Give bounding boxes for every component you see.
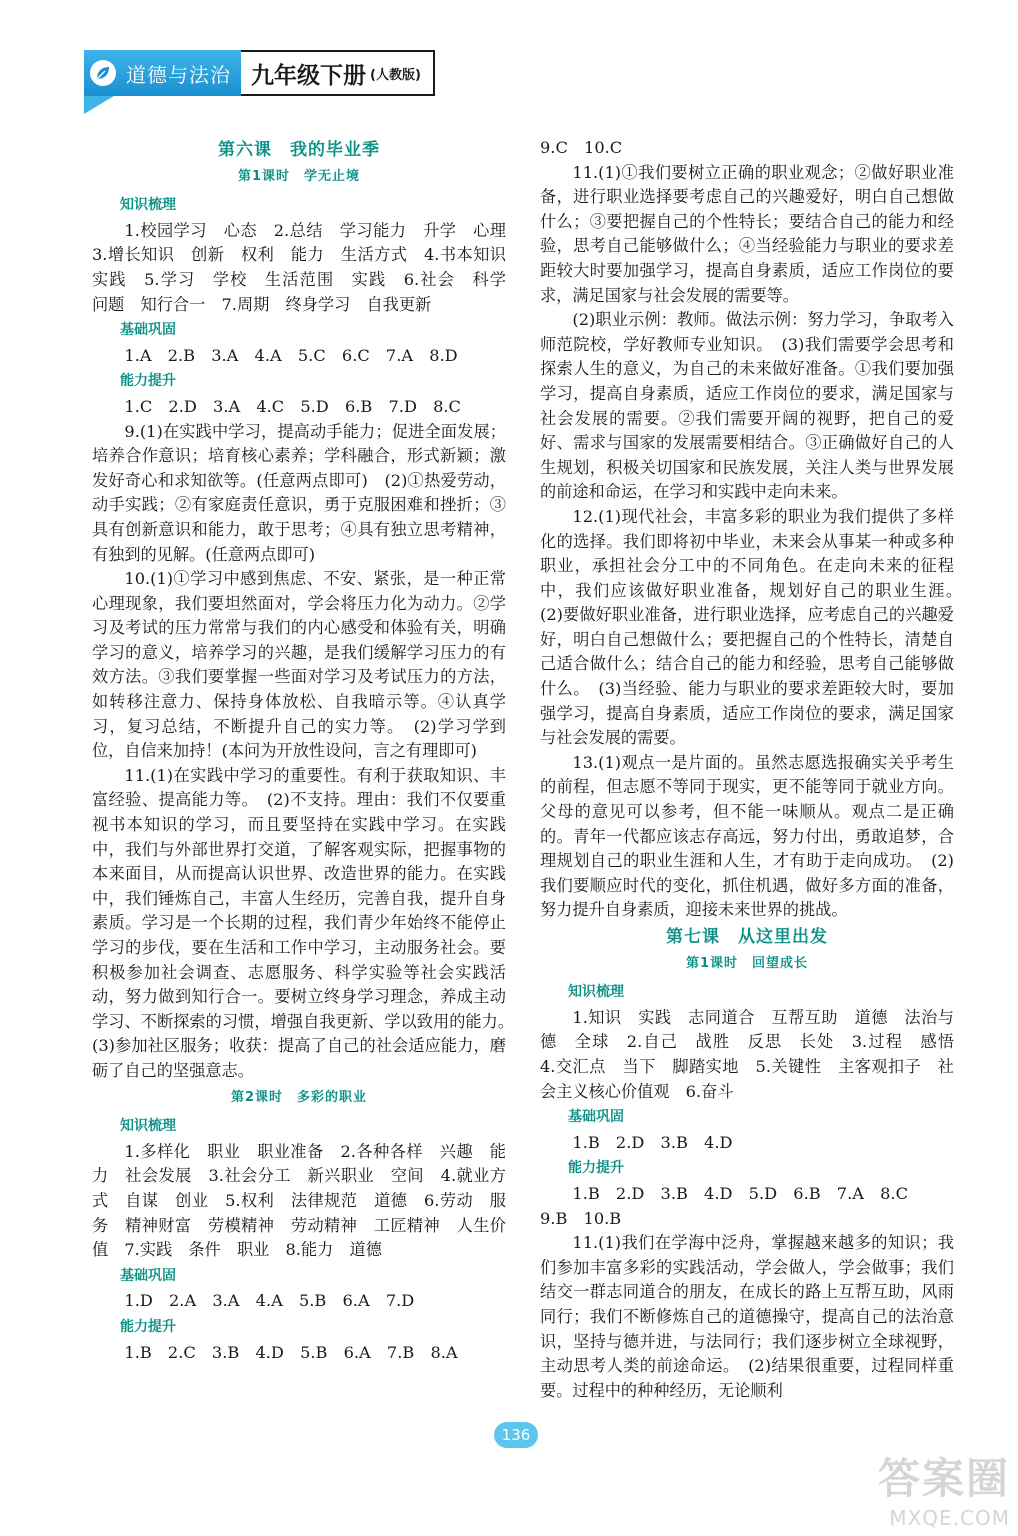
section-heading: 知识梳理 — [568, 984, 624, 1001]
answer-paragraph: 1.知识 实践 志同道合 互帮互助 道德 法治与德 全球 2.自己 战胜 反思 长处 3.过程 感悟 4.交汇点 当下 脚踏实地 5.关键性 主客观扣子 社会主义核心价值观 6.奋斗 — [540, 1007, 971, 1101]
leaf-icon — [90, 60, 116, 86]
period-title: 第1课时 回望成长 — [685, 955, 809, 971]
answer-paragraph: 1.多样化 职业 职业准备 2.各种各样 兴趣 能力 社会发展 3.社会分工 新兴职业 空间 4.就业方式 自谋 创业 5.权利 法律规范 道德 6.劳动 服务 精神财富 劳模精神 劳动精神 工匠精神 人生价值 7.实践 条件 职业 8.能力 道德 — [92, 1141, 506, 1260]
watermark — [878, 1446, 1010, 1530]
answer-paragraph: 9.(1)在实践中学习，提高动手能力；促进全面发展；培养合作意识；培育核心素养；学科融合，形式新颖；激发好奇心和求知欲等。(任意两点即可) (2)①热爱劳动，动手实践；②有家庭责任意识，勇于克服困难和挫折；③具有创新意识和能力，敢于思考；④具有独立思考精神，有独到的见解。(任意两点即可) — [92, 421, 506, 564]
answer-paragraph: 1.B 2.C 3.B 4.D 5.B 6.A 7.B 8.A — [124, 1342, 458, 1362]
watermark-logo-text: 答案圈 — [877, 1454, 1010, 1503]
grade-label: 九年级下册 — [251, 62, 366, 89]
answer-paragraph: 1.B 2.D 3.B 4.D — [572, 1132, 733, 1152]
answer-paragraph: 11.(1)①我们要树立正确的职业观念；②做好职业准备，进行职业选择要考虑自己的兴趣爱好，明白自己想做什么；③要把握自己的个性特长；要结合自己的能力和经验，思考自己能够做什么；④当经验能力与职业的要求差距较大时要加强学习，提高自身素质，适应工作岗位的要求，满足国家与社会发展的需要等。 — [540, 162, 954, 305]
subject-banner — [84, 50, 241, 96]
section-heading: 基础巩固 — [568, 1109, 624, 1126]
answer-paragraph: 10.(1)①学习中感到焦虑、不安、紧张，是一种正常心理现象，我们要坦然面对，学会将压力化为动力。②学习及考试的压力常常与我们的内心感受和体验有关，明确学习的意义，培养学习的兴趣，是我们缓解学习压力的有效方法。③我们要掌握一些面对学习及考试压力的方法，如转移注意力、保持身体放松、自我暗示等。④认真学习，复习总结，不断提升自己的实力等。 (2)学习学到位，自信来加持！(本问为开放性设问，言之有理即可) — [92, 569, 506, 761]
answer-paragraph: 13.(1)观点一是片面的。虽然志愿选报确实关乎考生的前程，但志愿不等同于现实，更不能等同于就业方向。父母的意见可以参考，但不能一味顺从。观点二是正确的。青年一代都应该志存高远，努力付出，勇敢追梦，合理规划自己的职业生涯和人生，才有助于走向成功。 (2)我们要顺应时代的变化，抓住机遇，做好多方面的准备，努力提升自身素质，迎接未来世界的挑战。 — [540, 752, 954, 920]
section-heading: 基础巩固 — [120, 1267, 176, 1284]
answer-paragraph: 1.C 2.D 3.A 4.C 5.D 6.B 7.D 8.C — [124, 396, 461, 416]
answer-paragraph: 1.B 2.D 3.B 4.D 5.D 6.B 7.A 8.C — [572, 1183, 908, 1203]
right-column — [540, 136, 971, 1403]
header-corner-decoration — [84, 96, 114, 114]
answer-paragraph: 9.C 10.C — [540, 138, 623, 157]
answer-paragraph: 12.(1)现代社会，丰富多彩的职业为我们提供了多样化的选择。我们即将初中毕业，未来会从事某一种或多种职业，承担社会分工中的不同角色。在走向未来的征程中，我们应该做好职业准备，规划好自己的职业生涯。 (2)要做好职业准备，进行职业选择，应考虑自己的兴趣爱好，明白自己想做什么；要把握自己的个性特长，清楚自己适合做什么；结合自己的能力和经验，思考自己能够做什么。 (3)当经验、能力与职业的要求差距较大时，要加强学习，提高自身素质，适应工作岗位的要求，满足国家与社会发展的需要。 — [540, 506, 971, 748]
section-heading: 能力提升 — [120, 373, 176, 390]
lesson-title: 第六课 我的毕业季 — [218, 140, 380, 160]
answer-paragraph: (2)职业示例：教师。做法示例：努力学习，争取考入师范院校，学好教师专业知识。 (3)我们需要学会思考和探索人生的意义，为自己的未来做好准备。①我们要加强学习，提高自身素质，适应工作岗位的要求，满足国家与社会发展的需要。②我们需要开阔的视野，把自己的爱好、需求与国家的发展需要相结合。③正确做好自己的人生规划，积极关切国家和民族发展，关注人类与世界发展的前途和命运，在学习和实践中走向未来。 — [540, 310, 954, 502]
answer-paragraph: 1.A 2.B 3.A 4.A 5.C 6.C 7.A 8.D — [124, 345, 458, 365]
answer-paragraph: 11.(1)我们在学海中泛舟，掌握越来越多的知识；我们参加丰富多彩的实践活动，学会做人，学会做事；我们结交一群志同道合的朋友，在成长的路上互帮互助，风雨同行；我们不断修炼自己的道德操守，提高自己的法治意识，坚持与德并进，与法同行；我们逐步树立全球视野，主动思考人类的前途命运。 (2)结果很重要，过程同样重要。过程中的种种经历，无论顺利 — [540, 1233, 954, 1400]
section-heading: 知识梳理 — [120, 197, 176, 214]
edition-label: (人教版) — [370, 67, 421, 83]
answer-paragraph: 11.(1)在实践中学习的重要性。有利于获取知识、丰富经验、提高能力等。 (2)不支持。理由：我们不仅要重视书本知识的学习，而且要坚持在实践中学习。在实践中，我们与外部世界打交道，了解客观实际，把握事物的本来面目，从而提高认识世界、改造世界的能力。在实践中，我们锤炼自己，丰富人生经历，完善自我，提升自身素质。学习是一个长期的过程，我们青少年始终不能停止学习的步伐，要在生活和工作中学习，主动服务社会。要积极参加社会调查、志愿服务、科学实验等社会实践活动，努力做到知行合一。要树立终身学习理念，养成主动学习、不断探索的习惯，增强自我更新、学以致用的能力。 (3)参加社区服务；收获：提高了自己的社会适应能力，磨砺了自己的坚强意志。 — [92, 765, 523, 1080]
answer-paragraph: 1.校园学习 心态 2.总结 学习能力 升学 心理 3.增长知识 创新 权利 能力 生活方式 4.书本知识 实践 5.学习 学校 生活范围 实践 6.社会 科学 问题 知行合一 7.周期 终身学习 自我更新 — [92, 220, 523, 314]
section-heading: 基础巩固 — [120, 322, 176, 339]
period-title: 第1课时 学无止境 — [237, 168, 361, 184]
grade-title — [241, 50, 435, 96]
watermark-url: MXQE.COM — [889, 1506, 1010, 1530]
answer-paragraph: 1.D 2.A 3.A 4.A 5.B 6.A 7.D — [124, 1291, 415, 1311]
section-heading: 能力提升 — [568, 1160, 624, 1177]
answer-paragraph: 9.B 10.B — [540, 1208, 622, 1228]
section-heading: 知识梳理 — [120, 1118, 176, 1135]
subject-title: 道德与法治 — [126, 62, 231, 87]
period-title: 第2课时 多彩的职业 — [230, 1089, 368, 1105]
left-column — [92, 136, 523, 1365]
lesson-title: 第七课 从这里出发 — [666, 927, 828, 947]
page-number: 136 — [494, 1422, 538, 1448]
page-header — [84, 50, 435, 96]
section-heading: 能力提升 — [120, 1318, 176, 1335]
